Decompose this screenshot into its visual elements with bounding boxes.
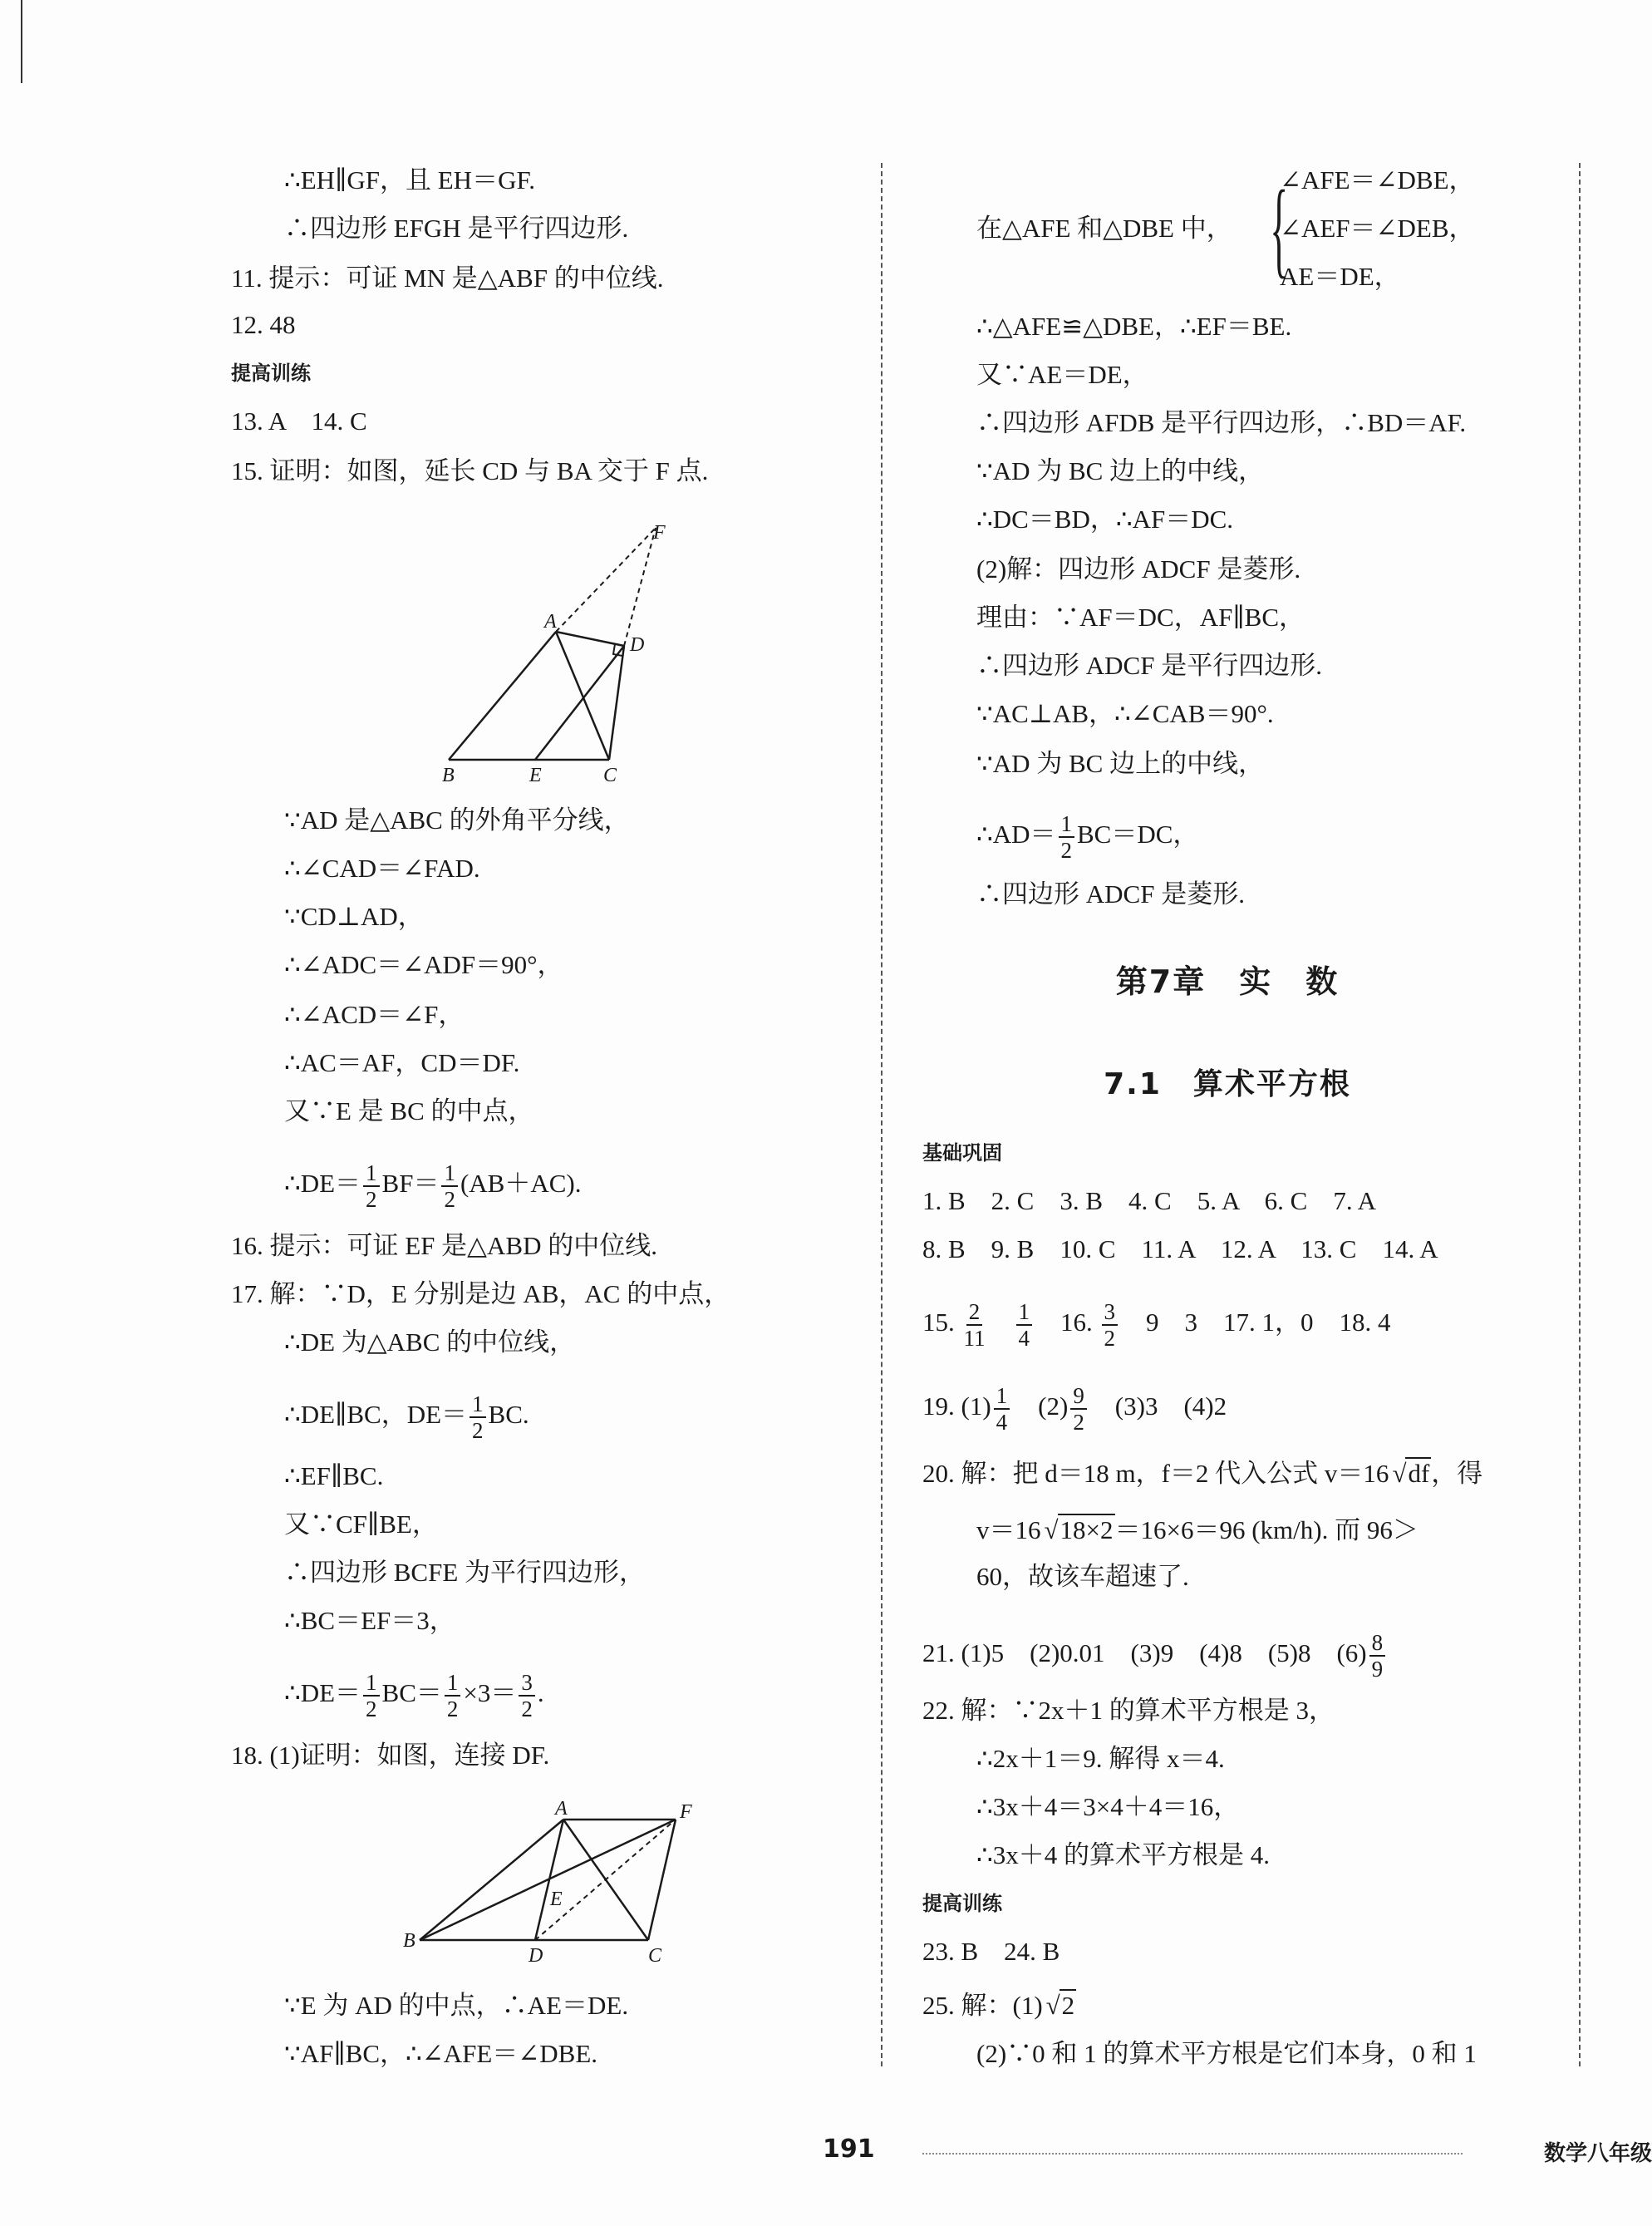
figure-triangle-abc: [0, 0, 1592, 831]
answer-line: ∴四边形 BCFE 为平行四边形，: [284, 1558, 646, 1587]
text-run: (AB＋AC).: [460, 1169, 582, 1199]
answer-line: [976, 1514, 1418, 1547]
answer-line: ∴EH∥GF，且 EH＝GF.: [284, 165, 535, 195]
numerator: 3: [519, 1670, 535, 1697]
answer-line: (2)解：四边形 ADCF 是菱形.: [976, 554, 1301, 584]
answer-line: ∴BC＝EF＝3，: [284, 1606, 455, 1635]
answer-line: 22. 解：∵2x＋1 的算术平方根是 3，: [922, 1696, 1335, 1725]
footer-dotted-rule: [922, 2153, 1463, 2155]
answer-line: 23. B 24. B: [922, 1937, 1060, 1966]
answer-line: ∴四边形 ADCF 是菱形.: [976, 879, 1245, 909]
denominator: 2: [1104, 1326, 1115, 1351]
figure-quadrilateral: [0, 1787, 831, 1970]
answer-line: 8. B 9. B 10. C 11. A 12. A 13. C 14. A: [922, 1234, 1438, 1263]
numerator: 1: [1016, 1299, 1033, 1326]
denominator: 9: [1371, 1657, 1384, 1682]
segment-df-dashed: [535, 1820, 676, 1940]
answer-line: ∴四边形 EFGH 是平行四边形.: [284, 214, 629, 243]
label-c: C: [603, 765, 617, 786]
answer-line: [284, 1391, 529, 1443]
label-a: A: [555, 1798, 568, 1820]
segment-af-dashed: [556, 528, 656, 632]
text-run: 16.: [1035, 1308, 1099, 1337]
answer-line: 又∵E 是 BC 的中点，: [284, 1096, 534, 1125]
answer-line: 16. 提示：可证 EF 是△ABD 的中位线.: [231, 1231, 657, 1260]
answer-line: ∵AD 是△ABC 的外角平分线，: [284, 805, 630, 835]
answer-line: 1. B 2. C 3. B 4. C 5. A 6. C 7. A: [922, 1186, 1377, 1215]
segment-df-dashed: [624, 528, 656, 646]
section-label: 基础巩固: [922, 1141, 1002, 1165]
answer-line: ∴DC＝BD，∴AF＝DC.: [976, 505, 1234, 534]
square-root: √ 18×2: [1058, 1514, 1115, 1544]
answer-line: ∴AC＝AF，CD＝DF.: [284, 1048, 520, 1077]
text-run: (2): [1012, 1391, 1069, 1421]
brace-item: AE＝DE，: [1280, 262, 1400, 291]
answer-line: [922, 1383, 1227, 1435]
fraction: [964, 1299, 986, 1351]
brace-lead: 在△AFE 和△DBE 中，: [976, 214, 1232, 243]
answer-line: [922, 1630, 1388, 1682]
label-d: D: [529, 1945, 543, 1967]
numerator: 9: [1070, 1383, 1087, 1410]
text-run: BC.: [488, 1400, 529, 1430]
answer-line: ∴四边形 AFDB 是平行四边形，∴BD＝AF.: [976, 408, 1467, 437]
fraction: [519, 1670, 535, 1721]
text-run: v＝16: [976, 1515, 1041, 1544]
answer-line: [284, 1670, 544, 1721]
answer-line: 又∵CF∥BE，: [284, 1509, 438, 1539]
answer-line: ∵AD 为 BC 边上的中线，: [976, 749, 1265, 778]
numerator: 1: [363, 1160, 380, 1187]
numerator: 3: [1102, 1299, 1119, 1326]
answer-line: ∵CD⊥AD，: [284, 902, 424, 931]
text-run: 21. (1)5 (2)0.01 (3)9 (4)8 (5)8 (6): [922, 1638, 1367, 1668]
denominator: 2: [1073, 1410, 1084, 1435]
fraction: [363, 1160, 380, 1212]
segment-ba: [449, 632, 556, 760]
text-run: .: [537, 1678, 544, 1708]
fraction: [441, 1160, 458, 1212]
segment-fc: [648, 1820, 676, 1940]
answer-line: (2)∵0 和 1 的算术平方根是它们本身，0 和 1: [976, 2039, 1477, 2068]
answer-line: 又∵AE＝DE，: [976, 360, 1148, 389]
fraction: [363, 1670, 380, 1721]
answer-line: ∵E 为 AD 的中点，∴AE＝DE.: [284, 1991, 629, 2020]
answer-line: ∴EF∥BC.: [284, 1461, 384, 1490]
answer-line: ∴∠ACD＝∠F，: [284, 1000, 465, 1029]
label-f: F: [680, 1801, 692, 1823]
answer-line: ∴2x＋1＝9. 解得 x＝4.: [976, 1744, 1225, 1773]
numerator: 1: [1059, 811, 1075, 838]
text-run: ×3＝: [463, 1678, 517, 1708]
numerator: 1: [363, 1670, 380, 1697]
numerator: 1: [445, 1670, 461, 1697]
section-label: 提高训练: [922, 1892, 1002, 1915]
text-run: ∴AD＝: [976, 820, 1056, 850]
answer-line: ∴∠ADC＝∠ADF＝90°，: [284, 950, 563, 979]
fraction: [470, 1391, 486, 1443]
answer-line: 12. 48: [231, 310, 296, 339]
text-run: 9 3 17. 1，0 18. 4: [1120, 1308, 1391, 1337]
segment-ab: [420, 1820, 563, 1940]
square-root: √ df: [1405, 1457, 1431, 1488]
segment-ad: [556, 632, 624, 646]
fraction: [1102, 1299, 1119, 1351]
answer-line: [284, 1160, 582, 1212]
answer-line: ∵AC⊥AB，∴∠CAB＝90°.: [976, 699, 1274, 728]
text-run: (3)3 (4)2: [1089, 1391, 1227, 1421]
brace-item: ∠AFE＝∠DBE，: [1280, 165, 1475, 195]
text-run: 19. (1): [922, 1391, 991, 1421]
text-run: BC＝DC，: [1077, 820, 1199, 850]
denominator: 2: [472, 1418, 484, 1443]
text-run: [988, 1308, 1014, 1337]
text-run: ＝16×6＝96 (km/h). 而 96＞: [1114, 1515, 1418, 1544]
brace-item: ∠AEF＝∠DEB，: [1280, 214, 1475, 243]
numerator: 1: [994, 1383, 1010, 1410]
text-run: ∴DE＝: [284, 1678, 361, 1708]
text-run: ∴DE∥BC，DE＝: [284, 1400, 468, 1430]
fraction: [994, 1383, 1010, 1435]
fraction: [1369, 1630, 1386, 1682]
answer-line: ∴△AFE≌△DBE，∴EF＝BE.: [976, 312, 1292, 341]
denominator: 2: [444, 1187, 455, 1212]
answer-line: 13. A 14. C: [231, 406, 367, 436]
numerator: 2: [966, 1299, 983, 1326]
label-b: B: [442, 765, 455, 786]
section-title: 7.1 算术平方根: [1104, 1067, 1351, 1101]
label-e: E: [550, 1889, 563, 1910]
numerator: 8: [1369, 1630, 1386, 1657]
denominator: 4: [1018, 1326, 1030, 1351]
label-e: E: [529, 765, 542, 786]
answer-line: 理由：∵AF＝DC，AF∥BC，: [976, 603, 1305, 632]
answer-line: ∵AD 为 BC 边上的中线，: [976, 456, 1265, 485]
text-run: BC＝: [381, 1678, 442, 1708]
segment-ac: [556, 632, 609, 760]
answer-line: 18. (1)证明：如图，连接 DF.: [231, 1741, 550, 1770]
denominator: 11: [963, 1326, 986, 1351]
fraction: [1016, 1299, 1033, 1351]
answer-line: ∴四边形 ADCF 是平行四边形.: [976, 651, 1322, 680]
answer-line: 17. 解：∵D，E 分别是边 AB，AC 的中点，: [231, 1279, 730, 1308]
answer-line: 15. 证明：如图，延长 CD 与 BA 交于 F 点.: [231, 456, 709, 485]
answer-line: [922, 1989, 1076, 2022]
denominator: 2: [1060, 838, 1072, 863]
text-run: ，得: [1431, 1459, 1483, 1488]
numerator: 1: [441, 1160, 458, 1187]
numerator: 1: [470, 1391, 486, 1418]
answer-line: ∴3x＋4 的算术平方根是 4.: [976, 1840, 1270, 1869]
left-brace: {: [1270, 169, 1289, 288]
chapter-title: 第7章 实 数: [1115, 963, 1340, 1000]
text-run: ∴DE＝: [284, 1169, 361, 1199]
answer-line: 11. 提示：可证 MN 是△ABF 的中位线.: [231, 263, 664, 293]
text-run: 20. 解：把 d＝18 m，f＝2 代入公式 v＝16: [922, 1459, 1389, 1488]
label-b: B: [403, 1930, 415, 1952]
book-title: 数学八年级: [1544, 2141, 1652, 2166]
fraction: [445, 1670, 461, 1721]
text-run: BF＝: [381, 1169, 440, 1199]
square-root: √ 2: [1060, 1989, 1077, 2020]
page-number: 191: [823, 2135, 875, 2164]
label-a: A: [544, 611, 557, 633]
segment-bf: [420, 1820, 676, 1940]
fraction: [1070, 1383, 1087, 1435]
answer-line: ∴3x＋4＝3×4＋4＝16，: [976, 1792, 1240, 1821]
answer-line: 60，故该车超速了.: [976, 1562, 1189, 1591]
label-d: D: [630, 634, 645, 656]
answer-line: ∴∠CAD＝∠FAD.: [284, 854, 480, 883]
denominator: 2: [366, 1187, 377, 1212]
text-run: 15.: [922, 1308, 961, 1337]
denominator: 2: [521, 1697, 533, 1721]
answer-line: ∴DE 为△ABC 的中位线，: [284, 1327, 576, 1357]
denominator: 4: [996, 1410, 1008, 1435]
section-label: 提高训练: [231, 362, 311, 385]
text-run: 25. 解：(1): [922, 1991, 1043, 2020]
label-f: F: [653, 522, 666, 544]
answer-line: ∵AF∥BC，∴∠AFE＝∠DBE.: [284, 2039, 598, 2068]
label-c: C: [648, 1945, 662, 1967]
denominator: 2: [446, 1697, 459, 1721]
answer-line: [922, 1457, 1482, 1490]
denominator: 2: [366, 1697, 377, 1721]
answer-line: [922, 1299, 1391, 1351]
